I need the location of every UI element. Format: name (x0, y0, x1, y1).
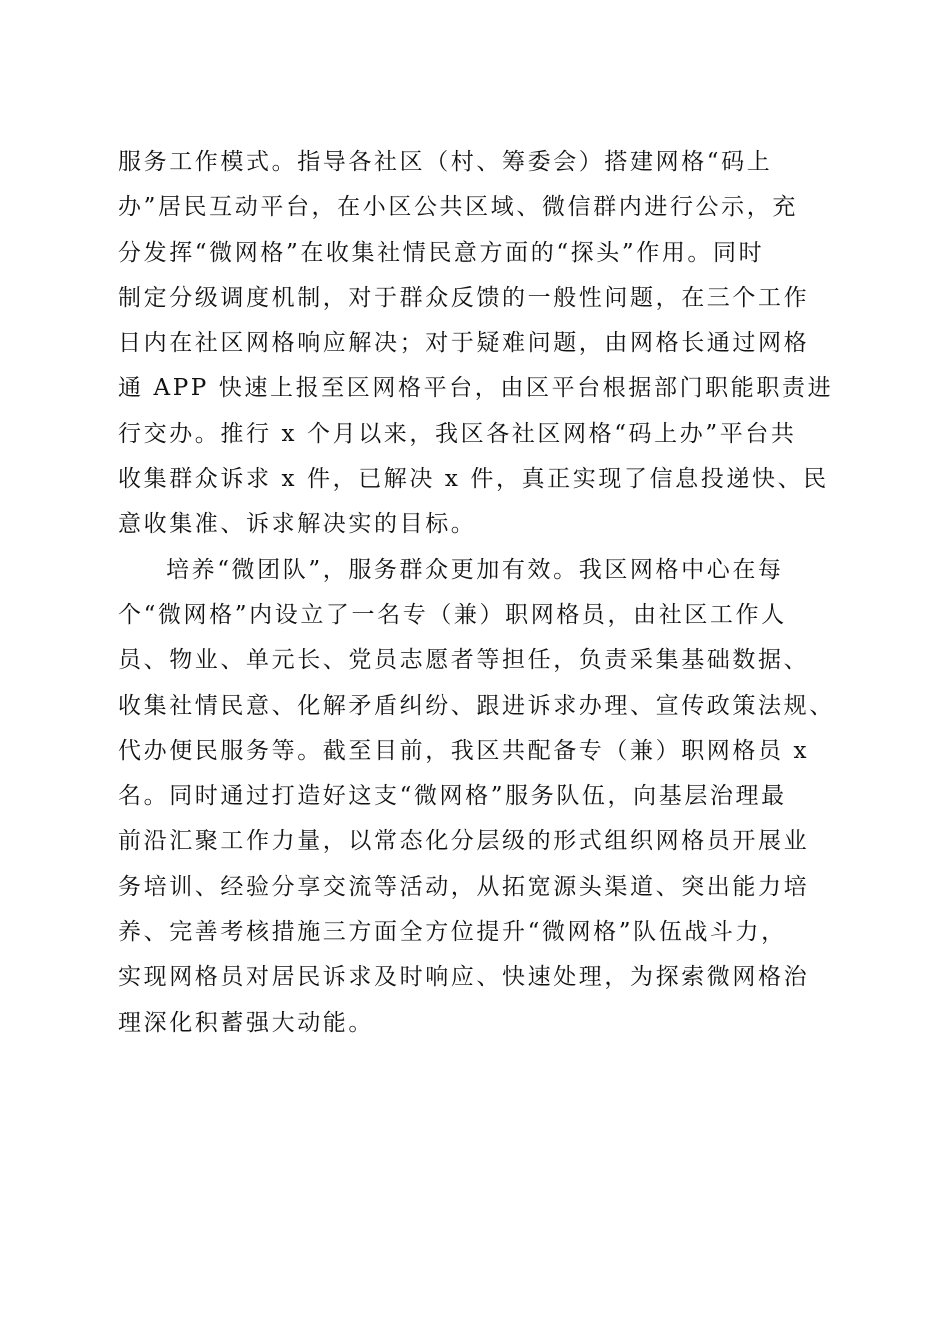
text-line: 员、物业、单元长、党员志愿者等担任，负责采集基础数据、 (118, 647, 810, 674)
paragraph-service-model (118, 140, 838, 548)
text-line: 收集群众诉求 x 件，已解决 x 件，真正实现了信息投递快、民 (118, 466, 829, 493)
text-line-first: 培养“微团队”，服务群众更加有效。我区网格中心在每 (166, 556, 784, 583)
text-line: 实现网格员对居民诉求及时响应、快速处理，为探索微网格治 (118, 964, 810, 991)
text-line: 理深化积蓄强大动能。 (118, 1009, 374, 1036)
paragraph-micro-team (118, 548, 838, 1046)
text-line: 名。同时通过打造好这支“微网格”服务队伍，向基层治理最 (118, 783, 787, 810)
text-line: 个“微网格”内设立了一名专（兼）职网格员，由社区工作人 (118, 601, 787, 628)
text-line: 分发挥“微网格”在收集社情民意方面的“探头”作用。同时 (118, 239, 765, 266)
text-line: 制定分级调度机制，对于群众反馈的一般性问题，在三个工作 (118, 284, 810, 311)
text-line: 办”居民互动平台，在小区公共区域、微信群内进行公示，充 (118, 194, 798, 221)
text-line: 养、完善考核措施三方面全方位提升“微网格”队伍战斗力， (118, 919, 787, 946)
text-line: 意收集准、诉求解决实的目标。 (118, 511, 477, 538)
document-body (118, 140, 838, 1046)
text-line: 收集社情民意、化解矛盾纠纷、跟进诉求办理、宣传政策法规、 (118, 692, 835, 719)
text-line: 务培训、经验分享交流等活动，从拓宽源头渠道、突出能力培 (118, 873, 810, 900)
text-line: 行交办。推行 x 个月以来，我区各社区网格“码上办”平台共 (118, 420, 797, 447)
text-line: 代办便民服务等。截至目前，我区共配备专（兼）职网格员 x (118, 737, 810, 764)
text-line: 通 APP 快速上报至区网格平台，由区平台根据部门职能职责进 (118, 375, 834, 402)
text-line: 前沿汇聚工作力量，以常态化分层级的形式组织网格员开展业 (118, 828, 810, 855)
text-line: 服务工作模式。指导各社区（村、筹委会）搭建网格“码上 (118, 149, 773, 175)
text-line: 日内在社区网格响应解决；对于疑难问题，由网格长通过网格 (118, 330, 810, 357)
